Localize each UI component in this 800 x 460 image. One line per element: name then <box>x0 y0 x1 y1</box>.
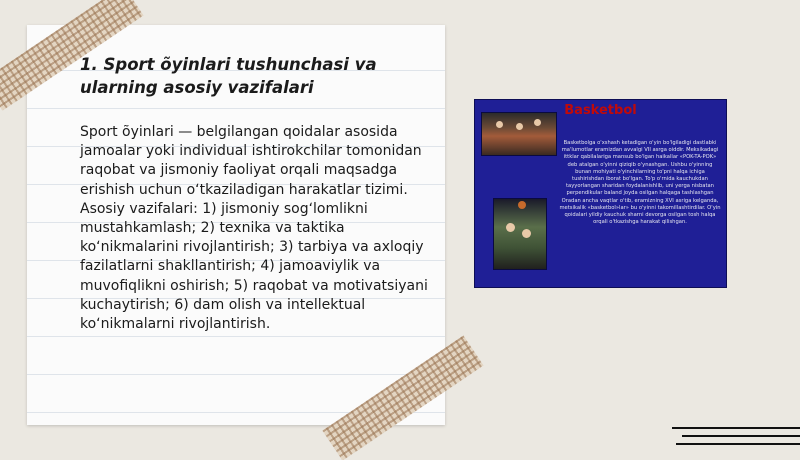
slide-heading: 1. Sport õyinlari tushunchasi va ularning asosiy vazifalari <box>80 55 377 97</box>
basketball-slide-image <box>474 99 727 288</box>
basketball-photo-bottom <box>493 198 547 270</box>
slide-body-text: Sport õyinlari — belgilangan qoidalar asosida jamoalar yoki individual ishtirokchilar tomonidan raqobat va jismoniy faoliyat orqali maqsadga erishish uchun oʻtkaziladigan harakatlar tizimi. Asosiy vazifalari: 1) jismoniy sogʻlomlikni mustahkamlash; 2) texnika va taktika koʻnikmalarini rivojlantirish; 3) tarbiya va axloqiy fazilatlarni shakllantirish; 4) jamoaviylik va muvofiqlikni oshirish; 5) raqobat va motivatsiyani kuchaytirish; 6) dam olish va intellektual koʻnikmalarni rivojlantirish. <box>80 124 428 333</box>
basketball-slide-text: Basketbolga o'xshash ketadigan o'yin bo'lgiladigi dastlabki ma'lumotlar eramizdan avvalgi VII asrga oiddir. Meksikadagi ittklar qabilalariga mansub bo'lgan haikallar «POK-TA-POK» deb atalgan o'yinni qiziqib o'ynashgan. Ushbu o'yinning bunan mohiyati o'yinchilarning to'pni halqa ichiga tushirishdan iborat bo'lgan. To'p o'rnida kauchukdan tayyorlangan sharidan foydalanishlib, uni yerga nisbatan perpendikular baland joyda osilgan halqaga tashlashgan Oradan ancha vaqtlar o'tib, eramizning XVI asriga kelganda, metsikalik «basketbol»lar» bu o'yinni takomillashtirdilar. O'yin qoidalari yildiy kauchuk sharni devorga osilgan tosh halqa orqali o'tkazishga harakat qilishgan. <box>559 140 721 226</box>
basketball-slide-title: Basketbol <box>564 103 637 118</box>
basketball-photo-top <box>481 112 557 156</box>
decorative-lines <box>672 421 800 450</box>
